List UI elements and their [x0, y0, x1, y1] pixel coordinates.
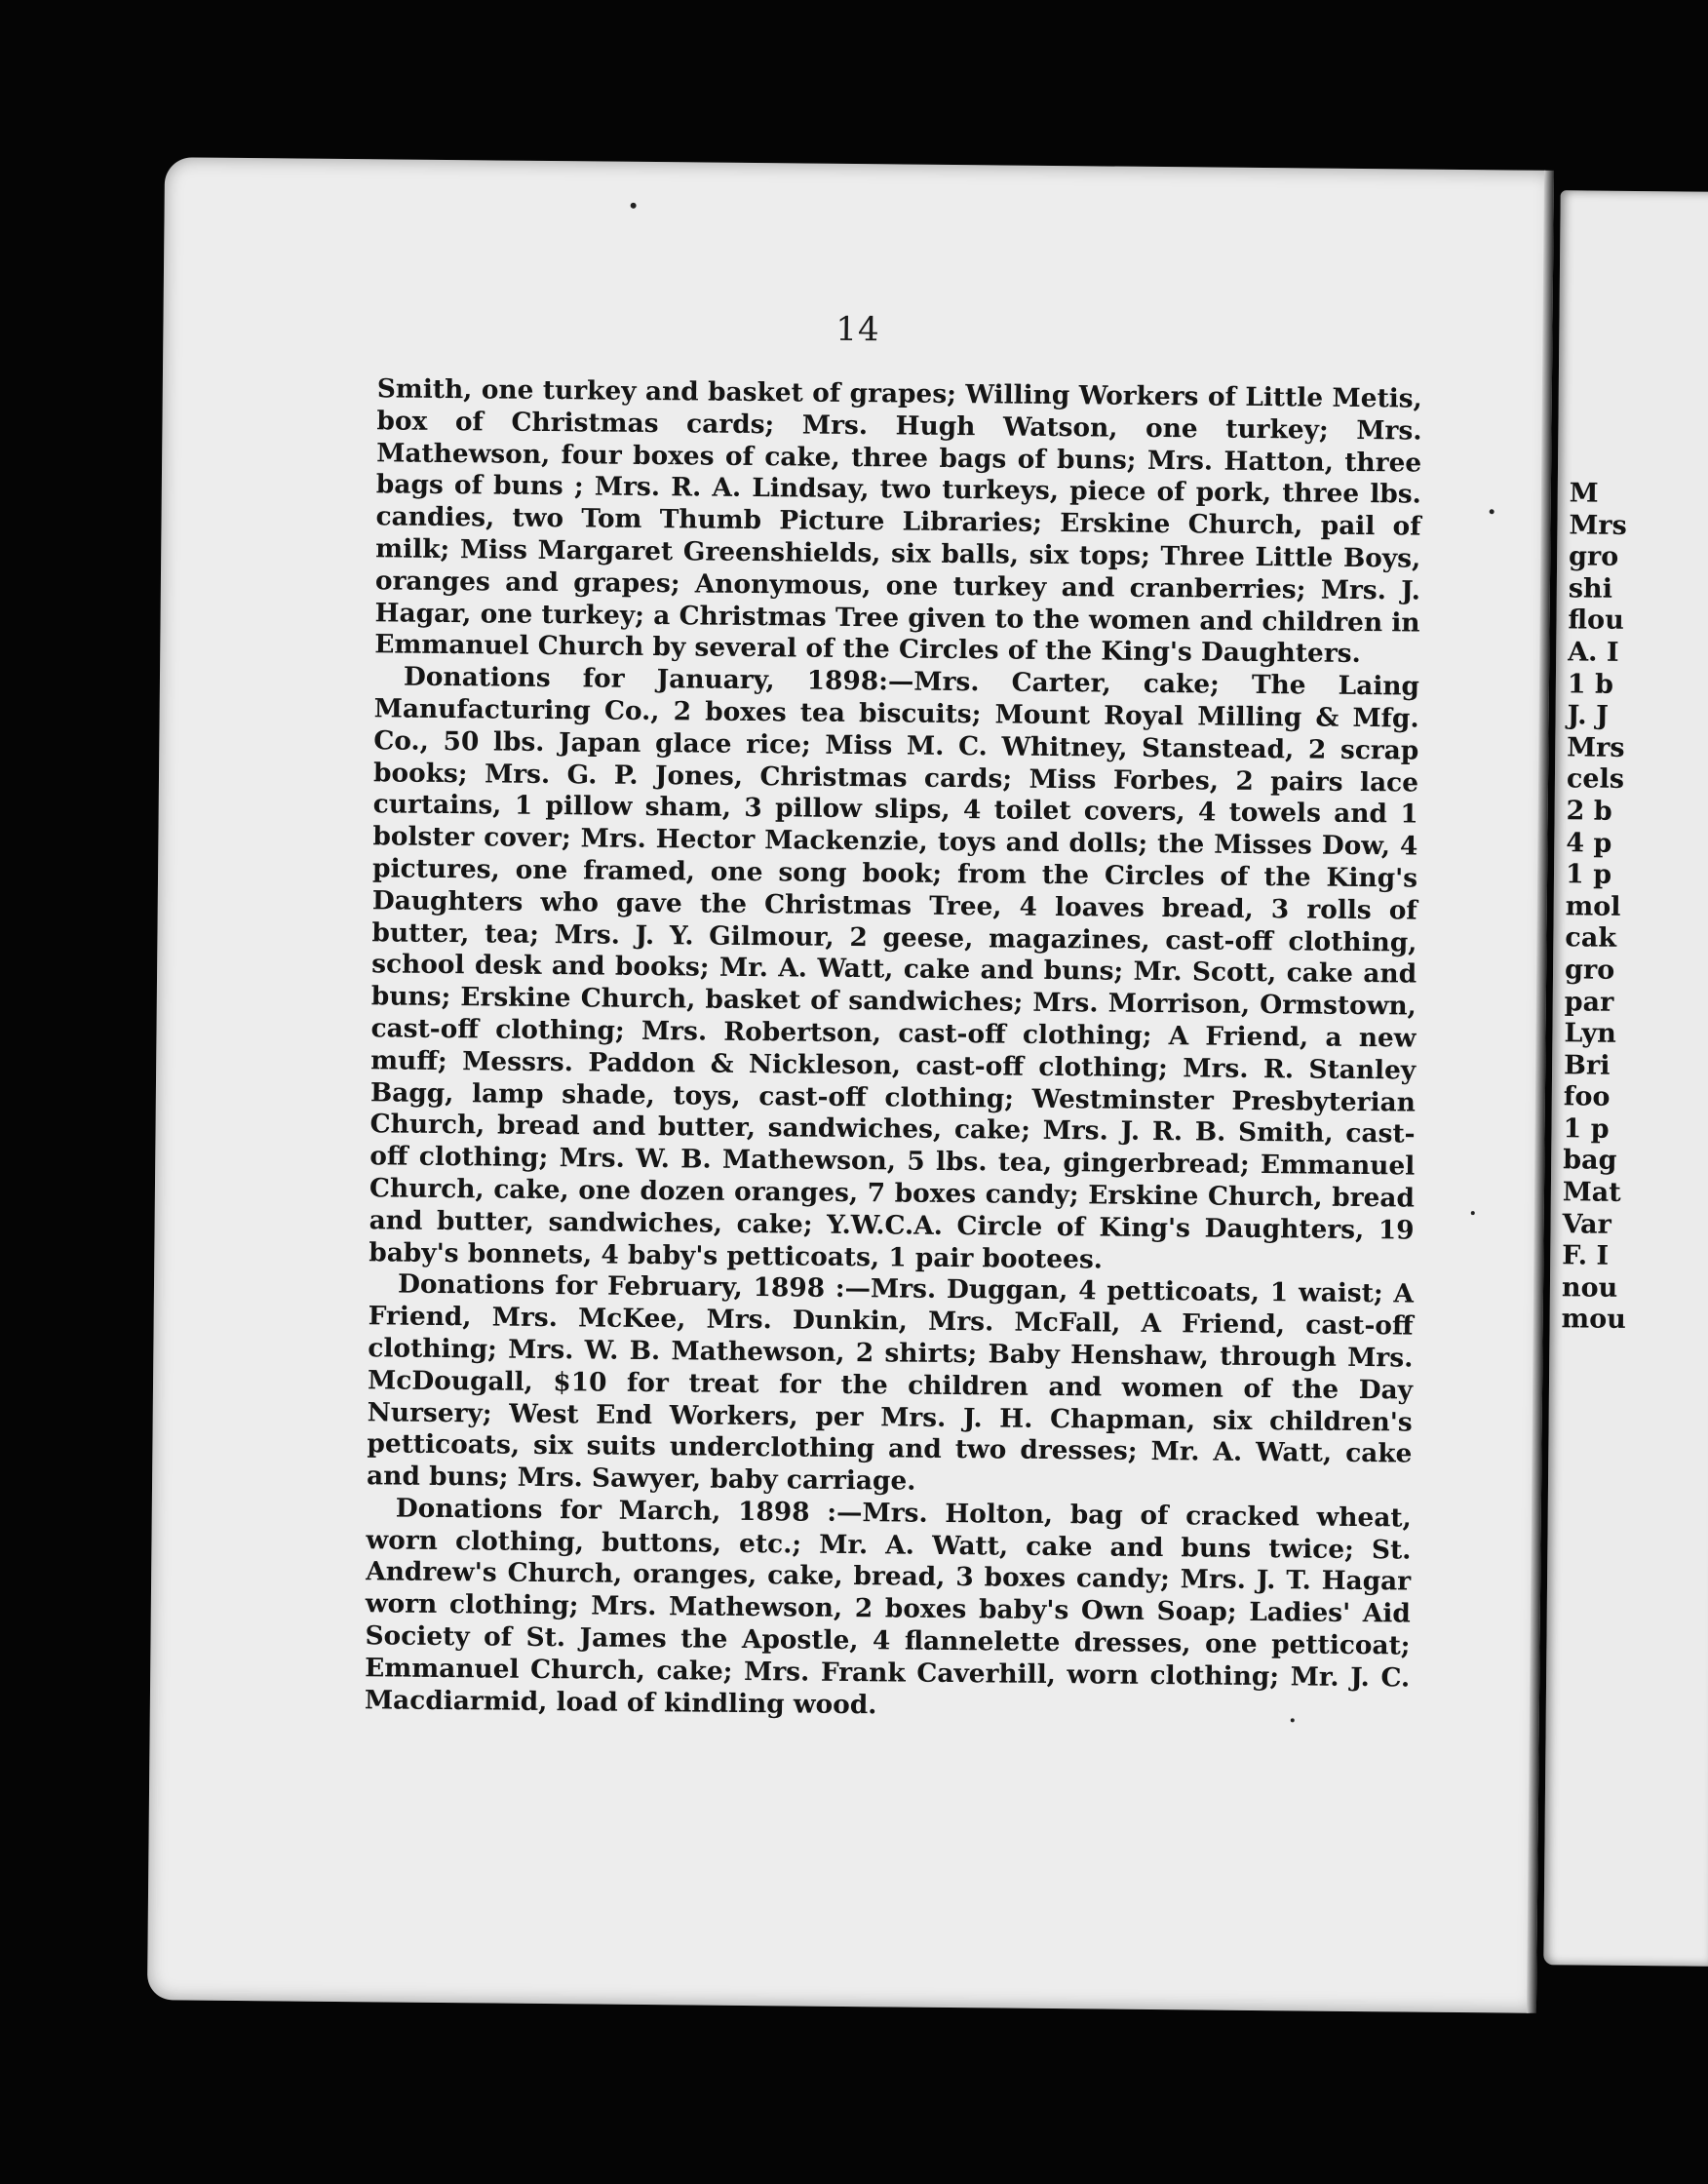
facing-page-line: Mrs	[1567, 732, 1625, 763]
page-number: 14	[835, 309, 880, 350]
facing-page-line: bag	[1563, 1145, 1617, 1177]
facing-page-line: mou	[1561, 1304, 1626, 1336]
dust-speck	[631, 203, 637, 209]
dust-speck	[1471, 1211, 1475, 1215]
paragraph-march-donations: Donations for March, 1898 :—Mrs. Holton, bag of cracked wheat, worn clothing, buttons, etc.; Mr. A. Watt, cake and buns twice; St. Andrew's Church, oranges, cake, bread, 3 boxes candy; Mrs. J. T. Hagar worn clothing; Mrs. Mathewson, 2 boxes baby's Own Soap; Ladies' Aid Society of St. James the Apostle, 4 flannelette dresses, one petticoat; Emmanuel Church, cake; Mrs. Frank Caverhill, worn clothing; Mr. J. C. Macdiarmid, load of kindling wood.	[364, 1493, 1412, 1720]
dust-speck	[1291, 1718, 1295, 1722]
facing-page-line: Lyn	[1564, 1018, 1616, 1049]
facing-page-line: nou	[1561, 1272, 1618, 1304]
body-text	[365, 373, 1422, 1727]
facing-page-line: Mat	[1562, 1177, 1621, 1208]
facing-page-line: cels	[1566, 763, 1625, 796]
facing-page-line: 4 p	[1566, 827, 1612, 859]
facing-page-line: M	[1569, 478, 1599, 509]
facing-page-line: gro	[1568, 541, 1619, 573]
facing-page-line: Bri	[1563, 1049, 1611, 1081]
facing-page-line: gro	[1564, 955, 1615, 986]
facing-page-text-fragments	[1561, 478, 1634, 1337]
dust-speck	[1490, 509, 1494, 514]
facing-page-line: flou	[1568, 604, 1624, 637]
facing-page-line: 2 b	[1566, 796, 1612, 827]
left-page	[147, 157, 1554, 2013]
facing-page-line: Var	[1562, 1208, 1611, 1240]
facing-page-line: F. I	[1562, 1240, 1610, 1271]
paragraph-february-donations: Donations for February, 1898 :—Mrs. Duggan, 4 petticoats, 1 waist; A Friend, Mrs. McKee, Mrs. Dunkin, Mrs. McFall, A Friend, cast-off clothing; Mrs. W. B. Mathewson, 2 shirts; Baby Henshaw, through Mrs. McDougall, $10 for treat for the children and women of the Day Nursery; West End Workers, per Mrs. J. H. Chapman, six children's petticoats, six suits underclothing and two dresses; Mr. A. Watt, cake and buns; Mrs. Sawyer, baby carriage.	[366, 1268, 1415, 1497]
facing-page-line: 1 b	[1567, 668, 1614, 700]
right-page-edge	[1543, 190, 1708, 1967]
facing-page-line: par	[1564, 986, 1614, 1018]
facing-page-line: shi	[1568, 573, 1613, 604]
facing-page-line: mol	[1565, 891, 1621, 922]
facing-page-line: 1 p	[1563, 1113, 1610, 1145]
paragraph-continuation: Smith, one turkey and basket of grapes; Willing Workers of Little Metis, box of Christmas cards; Mrs. Hugh Watson, one turkey; Mrs. Mathewson, four boxes of cake, three bags of buns; Mrs. Hatton, three bags of buns ; Mrs. R. A. Lindsay, two turkeys, piece of pork, three lbs. candies, two Tom Thumb Picture Libraries; Erskine Church, pail of milk; Miss Margaret Greenshields, six balls, six tops; Three Little Boys, oranges and grapes; Anonymous, one turkey and cranberries; Mrs. J. Hagar, one turkey; a Christmas Tree given to the women and children in Emmanuel Church by several of the Circles of the King's Daughters.	[374, 373, 1422, 670]
facing-page-line: J. J	[1567, 700, 1609, 731]
facing-page-line: cak	[1565, 922, 1617, 955]
paragraph-january-donations: Donations for January, 1898:—Mrs. Carter, cake; The Laing Manufacturing Co., 2 boxes tea biscuits; Mount Royal Milling & Mfg. Co., 50 lbs. Japan glace rice; Miss M. C. Whitney, Stanstead, 2 scrap books; Mrs. G. P. Jones, Christmas cards; Miss Forbes, 2 pairs lace curtains, 1 pillow sham, 3 pillow slips, 4 toilet covers, 4 towels and 1 bolster cover; Mrs. Hector Mackenzie, toys and dolls; the Misses Dow, 4 pictures, one framed, one song book; from the Circles of the King's Daughters who gave the Christmas Tree, 4 loaves bread, 3 rolls of butter, tea; Mrs. J. Y. Gilmour, 2 geese, magazines, cast-off clothing, school desk and books; Mr. A. Watt, cake and buns; Mr. Scott, cake and buns; Erskine Church, basket of sandwiches; Mrs. Morrison, Ormstown, cast-off clothing; Mrs. Robertson, cast-off clothing; A Friend, a new muff; Messrs. Paddon & Nickleson, cast-off clothing; Mrs. R. Stanley Bagg, lamp shade, toys, cast-off clothing; Westminster Presbyterian Church, bread and butter, sandwiches, cake; Mrs. J. R. B. Smith, cast-off clothing; Mrs. W. B. Mathewson, 5 lbs. tea, gingerbread; Emmanuel Church, cake, one dozen oranges, 7 boxes candy; Erskine Church, bread and butter, sandwiches, cake; Y.W.C.A. Circle of King's Daughters, 19 baby's bonnets, 4 baby's petticoats, 1 pair bootees.	[369, 661, 1420, 1275]
facing-page-line: Mrs	[1569, 509, 1627, 541]
facing-page-line: A. I	[1568, 637, 1619, 668]
facing-page-line: 1 p	[1565, 859, 1612, 890]
facing-page-line: foo	[1563, 1081, 1611, 1113]
